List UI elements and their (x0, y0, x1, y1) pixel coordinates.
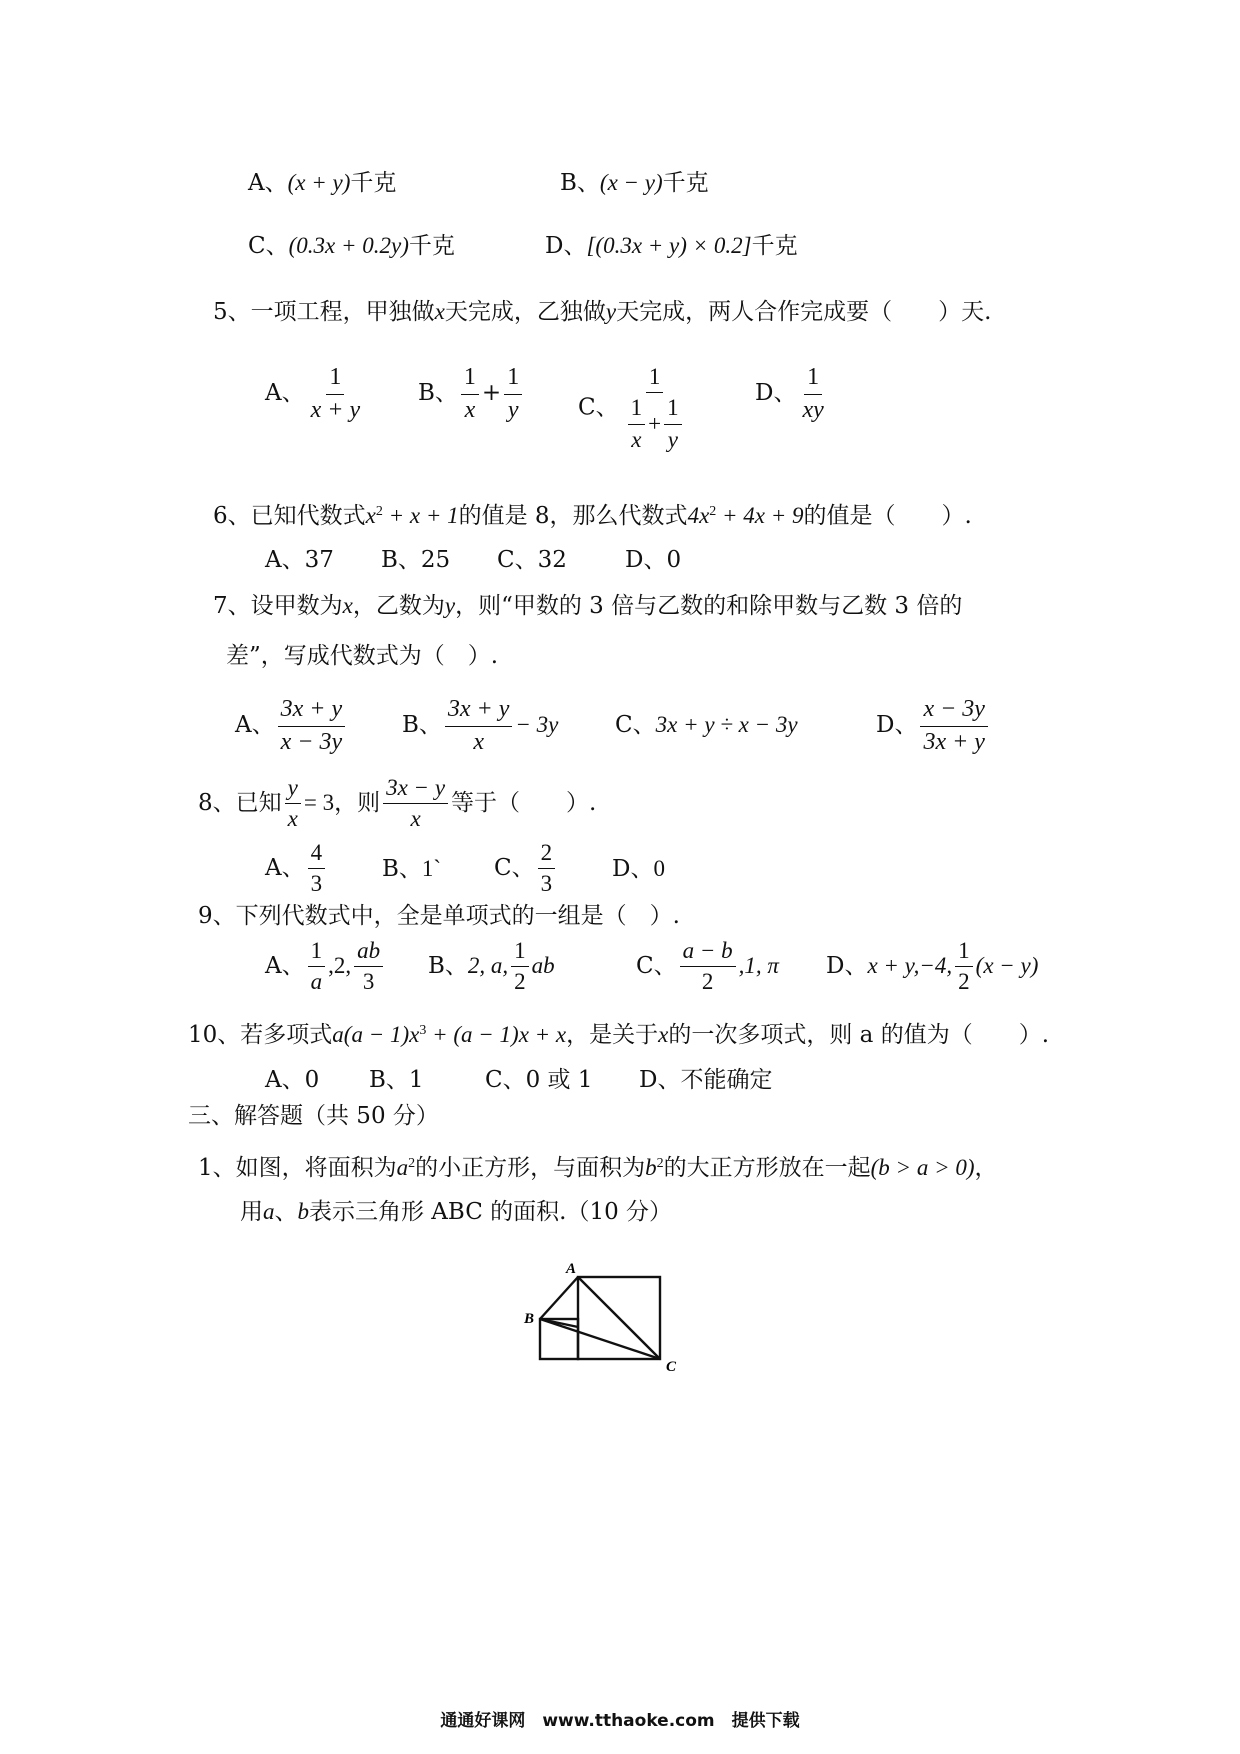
option: D、0 (625, 547, 682, 573)
option-expr: [(0.3x + y) × 0.2] (586, 233, 752, 258)
option-letter: B、 (428, 952, 468, 979)
fraction (799, 364, 826, 424)
numerator: 1 (664, 395, 682, 424)
label-a: A (566, 1261, 577, 1277)
denominator: x (464, 396, 476, 423)
denominator: 2 (701, 969, 714, 995)
numerator: 3x − y (383, 775, 448, 804)
denominator: a (310, 969, 323, 995)
stem-text: 差”，写成代数式为（ ）. (226, 643, 499, 669)
numerator: 1 (504, 364, 522, 395)
fraction (628, 395, 646, 453)
option-letter: C、 (578, 394, 619, 421)
q5-option-b (418, 364, 525, 424)
segment-ab (540, 1277, 578, 1319)
option-unit: 千克 (662, 170, 709, 196)
fraction (308, 840, 326, 898)
option-expr: (0.3x + 0.2y) (288, 233, 409, 258)
equation: = 3 (303, 789, 335, 815)
denominator: 3x + y (923, 728, 985, 755)
q9-option-d (826, 938, 1038, 996)
section-title-text: 三、解答题（共 50 分） (188, 1103, 439, 1129)
numerator: 1 (628, 395, 646, 424)
fraction (383, 775, 448, 833)
numerator: ab (354, 938, 383, 967)
q8-stem (198, 775, 596, 833)
variable: y (444, 593, 456, 618)
denominator: 3 (362, 969, 375, 995)
exponent: 2 (408, 1156, 416, 1171)
option-letter: D、 (612, 856, 654, 882)
denominator: 3 (540, 871, 553, 897)
variable: x (342, 593, 353, 618)
option-letter: C、 (636, 952, 677, 979)
expression: + x + 1 (382, 503, 459, 528)
numerator: 1 (326, 364, 344, 395)
numerator: a − b (680, 938, 736, 967)
option: A、37 (265, 547, 334, 573)
fraction (285, 775, 301, 833)
denominator: 2 (514, 969, 526, 995)
fraction (680, 938, 736, 996)
fraction (461, 364, 479, 424)
option-letter: A、 (265, 380, 305, 407)
denominator: x + y (310, 396, 361, 423)
q9-option-c (636, 938, 779, 996)
stem-text: 的大正方形放在一起 (663, 1155, 871, 1181)
segment-bc (540, 1319, 660, 1359)
q10-options (265, 1064, 772, 1096)
label-b: B (524, 1311, 535, 1327)
expression: x + y,−4, (867, 952, 953, 978)
numerator: x − 3y (920, 696, 988, 727)
variable: b (645, 1155, 657, 1180)
numerator: y (285, 775, 301, 804)
fraction (920, 696, 988, 756)
option-letter: B、 (402, 712, 442, 739)
expression: 3x + y ÷ x − 3y (655, 712, 798, 737)
fraction (354, 938, 383, 996)
denominator: x (287, 806, 298, 832)
p1-stem-line1 (198, 1148, 998, 1184)
expression: (x − y) (975, 952, 1039, 978)
stem-text: 的一次多项式，则 a 的值为（ ）. (668, 1022, 1050, 1048)
fraction (308, 938, 326, 996)
numerator: 4 (308, 840, 326, 869)
q5-option-d (755, 364, 830, 424)
option-letter: C、 (615, 712, 656, 738)
q5-option-a (265, 364, 366, 424)
stem-text: 6、已知代数式 (213, 503, 366, 529)
stem-text: 的值是（ ）. (803, 503, 972, 529)
q6-options (265, 544, 681, 576)
stem-text: ，则“甲数的 3 倍与乙数的和除甲数与乙数 3 倍的 (455, 593, 963, 619)
variable: x (434, 299, 445, 324)
variable: a (396, 1155, 409, 1180)
option-letter: A、 (265, 854, 305, 881)
numerator: 1 (308, 938, 326, 967)
numerator: 1 (955, 938, 973, 967)
stem-text: 天完成，乙独做 (444, 299, 606, 325)
fraction (538, 840, 556, 898)
denominator (622, 393, 688, 453)
fraction (955, 938, 973, 996)
stem-text: 5、一项工程，甲独做 (213, 299, 435, 325)
q7-option-c (615, 706, 798, 739)
exponent: 3 (419, 1023, 427, 1038)
numerator: 1 (804, 364, 822, 395)
denominator: y (667, 426, 678, 452)
stem-text: 1、如图，将面积为 (198, 1155, 397, 1181)
option-letter: B、 (418, 380, 458, 407)
denominator: xy (802, 396, 824, 423)
denominator: 2 (958, 969, 970, 995)
option-expr: (x + y) (287, 170, 351, 195)
q7-option-b (402, 696, 558, 756)
expression: ,1, π (738, 952, 779, 978)
fraction (664, 395, 682, 453)
option-letter: D、 (755, 380, 797, 407)
expression: − 3y (515, 712, 559, 738)
numerator: 1 (511, 938, 529, 967)
option: D、不能确定 (639, 1067, 773, 1093)
condition: (b > a > 0) (870, 1155, 975, 1180)
q9-stem (198, 900, 680, 932)
expression: 4x (687, 503, 710, 528)
option: B、1 (369, 1067, 424, 1093)
squares-triangle-figure (520, 1255, 690, 1375)
option: A、0 (265, 1067, 320, 1093)
denominator: y (507, 396, 519, 423)
fraction (445, 696, 513, 756)
exponent: 2 (375, 504, 383, 519)
q7-stem-line2 (226, 640, 498, 672)
q4-option-a (248, 167, 396, 199)
q4-option-c (248, 230, 455, 262)
q8-option-c (494, 840, 558, 898)
stem-text: ，是关于 (566, 1022, 659, 1048)
denominator: 3 (310, 871, 323, 897)
option: C、0 或 1 (485, 1067, 593, 1093)
complex-fraction (622, 364, 688, 453)
option-letter: B、 (382, 856, 422, 882)
fraction (278, 696, 346, 756)
stem-text: 等于（ ）. (451, 789, 597, 816)
q7-option-a (235, 696, 348, 756)
option-letter: B、 (560, 170, 600, 196)
q8-option-a (265, 840, 328, 898)
q6-stem (213, 496, 972, 532)
p1-stem-line2 (240, 1196, 672, 1228)
exponent: 2 (656, 1156, 664, 1171)
stem-text: ， (974, 1155, 998, 1181)
stem-text: 、 (274, 1199, 298, 1225)
denominator: x − 3y (280, 728, 343, 755)
expression: 2, a, (467, 952, 509, 978)
stem-text: 7、设甲数为 (213, 593, 343, 619)
option: B、25 (381, 547, 451, 573)
stem-text: 9、下列代数式中，全是单项式的一组是（ ）. (198, 903, 680, 929)
exponent: 2 (709, 504, 717, 519)
option-letter: D、 (876, 712, 918, 739)
option-letter: A、 (248, 170, 288, 196)
label-c: C (666, 1359, 677, 1375)
stem-text: 10、若多项式 (188, 1022, 333, 1048)
variable: y (605, 299, 617, 324)
q7-option-d (876, 696, 991, 756)
option-unit: 千克 (751, 233, 798, 259)
expression: ab (531, 952, 555, 978)
option-value: 0 (653, 856, 665, 881)
numerator: 1 (461, 364, 479, 395)
option-letter: A、 (235, 712, 275, 739)
option-letter: A、 (265, 952, 305, 979)
stem-text: ，乙数为 (352, 593, 445, 619)
option-unit: 千克 (408, 233, 455, 259)
stem-text: 的值是 8，那么代数式 (458, 503, 688, 529)
fraction (308, 364, 364, 424)
option-expr: (x − y) (599, 170, 663, 195)
q7-stem-line1 (213, 590, 962, 622)
option-value: 1` (421, 856, 442, 881)
variable: x (658, 1022, 669, 1047)
numerator: 1 (646, 364, 664, 393)
denominator: x (631, 426, 642, 452)
q10-stem (188, 1015, 1049, 1051)
q4-option-b (560, 167, 709, 199)
expression: + (a − 1)x + x (426, 1022, 567, 1047)
stem-text: 8、已知 (198, 789, 282, 816)
denominator: x (410, 806, 421, 832)
numerator: 3x + y (278, 696, 346, 727)
q8-option-d (612, 850, 665, 883)
stem-text: 表示三角形 ABC 的面积.（10 分） (309, 1199, 673, 1225)
expression: + 4x + 9 (716, 503, 804, 528)
expression: x (365, 503, 376, 528)
fraction (511, 938, 529, 996)
option-letter: D、 (826, 952, 868, 979)
stem-text: 用 (240, 1199, 263, 1225)
section-title (188, 1100, 439, 1132)
q5-stem (213, 296, 991, 328)
option-letter: D、 (545, 233, 587, 259)
stem-text: ，则 (334, 789, 381, 816)
denominator: x (473, 728, 484, 755)
plus-sign: + (648, 411, 662, 437)
separator: ,2, (328, 952, 352, 978)
numerator: 3x + y (445, 696, 513, 727)
stem-text: 天完成，两人合作完成要（ ）天. (616, 299, 992, 325)
option-letter: C、 (494, 854, 535, 881)
plus-sign: + (481, 380, 502, 407)
q9-option-a (265, 938, 386, 996)
q9-option-b (428, 938, 555, 996)
q8-option-b (382, 850, 441, 883)
q4-option-d (545, 230, 798, 262)
q5-option-c (578, 364, 691, 453)
variable: a (263, 1199, 275, 1224)
option-unit: 千克 (350, 170, 397, 196)
page-footer: 通通好课网 www.tthaoke.com 提供下载 (440, 1711, 800, 1731)
option: C、32 (497, 547, 567, 573)
variable: b (297, 1199, 309, 1224)
numerator: 2 (538, 840, 556, 869)
fraction (504, 364, 522, 424)
stem-text: 的小正方形，与面积为 (415, 1155, 646, 1181)
expression: a(a − 1)x (332, 1022, 420, 1047)
segment-ac (578, 1277, 660, 1359)
option-letter: C、 (248, 233, 289, 259)
